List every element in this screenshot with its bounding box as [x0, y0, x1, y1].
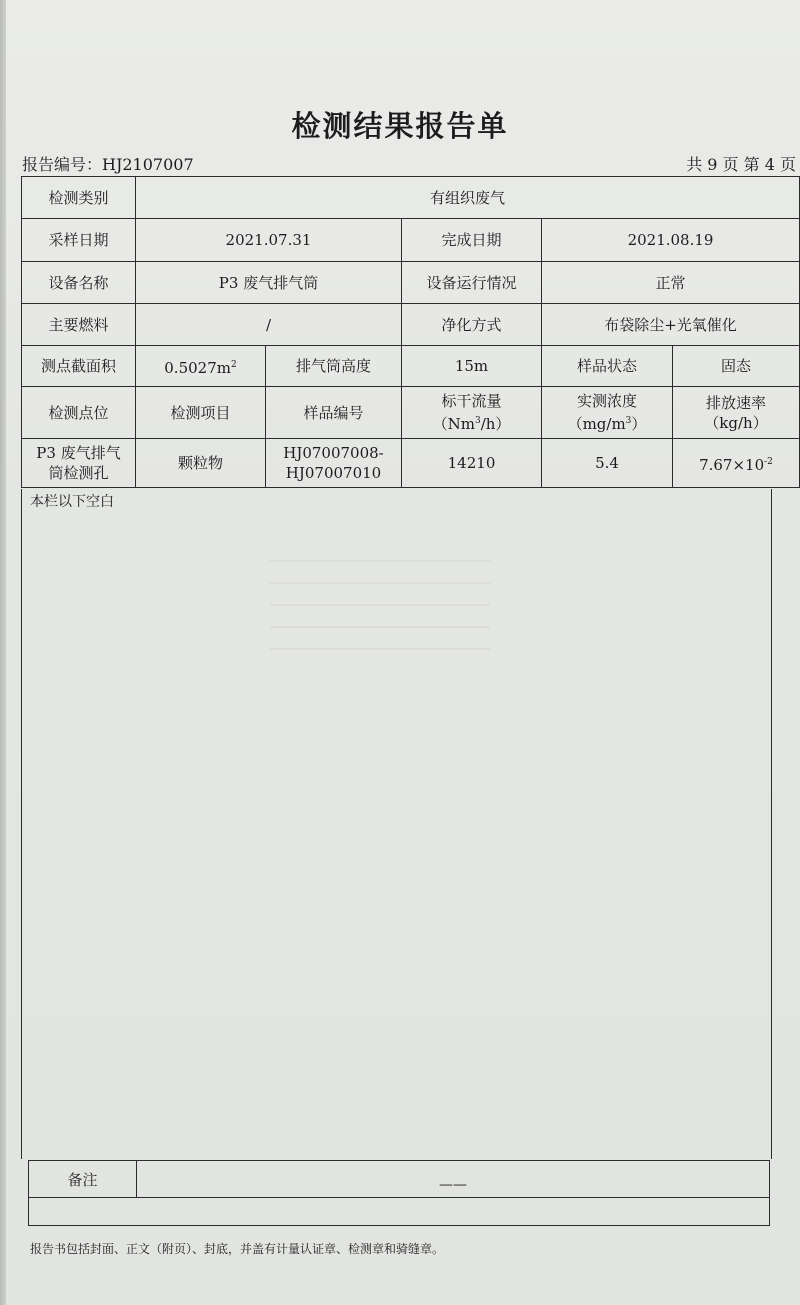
equipment-status-value: 正常 [542, 262, 800, 304]
report-number: 报告编号：HJ2107007 [22, 155, 194, 174]
row-headers [22, 387, 800, 439]
row-test-type [22, 177, 800, 219]
table-bottom-border [28, 1198, 770, 1226]
page-info: 共 9 页 第 4 页 [686, 155, 796, 174]
equipment-status-label: 设备运行情况 [402, 262, 542, 304]
row-dates [22, 219, 800, 262]
complete-date-value: 2021.08.19 [542, 219, 800, 262]
header-flow [402, 387, 542, 439]
result-flow: 14210 [402, 439, 542, 488]
sampling-date-value: 2021.07.31 [136, 219, 402, 262]
result-rate: $7.67\times 10^{-2}$ [673, 439, 800, 488]
table-row [22, 439, 800, 488]
header-point: 检测点位 [22, 387, 136, 439]
header-sample-no: 样品编号 [266, 387, 402, 439]
results-table [21, 176, 800, 488]
sample-state-value: 固态 [673, 346, 800, 387]
header-flow-title: 标干流量 [441, 392, 502, 410]
result-point: P3 废气排气 筒检测孔 [22, 439, 136, 488]
header-rate-unit: （kg/h） [704, 413, 768, 432]
page-title: 检测结果报告单 [291, 109, 509, 143]
equipment-label: 设备名称 [22, 262, 136, 304]
header-conc-title: 实测浓度 [576, 392, 637, 410]
footer-note: 报告书包括封面、正文（附页）、封底，并盖有计量认证章、检测章和骑缝章。 [30, 1242, 445, 1256]
remarks-label: 备注 [29, 1161, 137, 1197]
test-type-label: 检测类别 [22, 177, 136, 219]
purification-value: 布袋除尘+光氧催化 [542, 304, 800, 346]
section-area-label: 测点截面积 [22, 346, 136, 387]
section-area-number: 0.5027m [164, 358, 231, 377]
stack-height-label: 排气筒高度 [266, 346, 402, 387]
complete-date-label: 完成日期 [402, 219, 542, 262]
section-area-sup: 2 [230, 359, 237, 370]
stack-height-value: 15m [402, 346, 542, 387]
header-rate [673, 387, 800, 439]
sample-state-label: 样品状态 [542, 346, 673, 387]
sampling-date-label: 采样日期 [22, 219, 136, 262]
result-conc: 5.4 [542, 439, 673, 488]
fuel-label: 主要燃料 [22, 304, 136, 346]
row-fuel [22, 304, 800, 346]
header-conc-unit: $(mg/m^3)$ [567, 415, 647, 433]
bleed-through-marks [270, 560, 490, 670]
result-sample-no: HJ07007008- HJ07007010 [266, 439, 402, 488]
row-equipment [22, 262, 800, 304]
remarks-row [28, 1160, 770, 1198]
remarks-value: —— [439, 1177, 467, 1193]
equipment-value: P3 废气排气筒 [136, 262, 402, 304]
test-type-value: 有组织废气 [136, 177, 800, 219]
header-rate-title: 排放速率 [706, 393, 767, 412]
header-flow-unit: （Nm$^3$/h） [432, 415, 511, 433]
row-section [22, 346, 800, 387]
fuel-value: / [136, 304, 402, 346]
header-item: 检测项目 [136, 387, 266, 439]
blank-note: 本栏以下空白 [30, 494, 114, 510]
result-item: 颗粒物 [136, 439, 266, 488]
header-conc [542, 387, 673, 439]
purification-label: 净化方式 [402, 304, 542, 346]
section-area-value [136, 346, 266, 387]
